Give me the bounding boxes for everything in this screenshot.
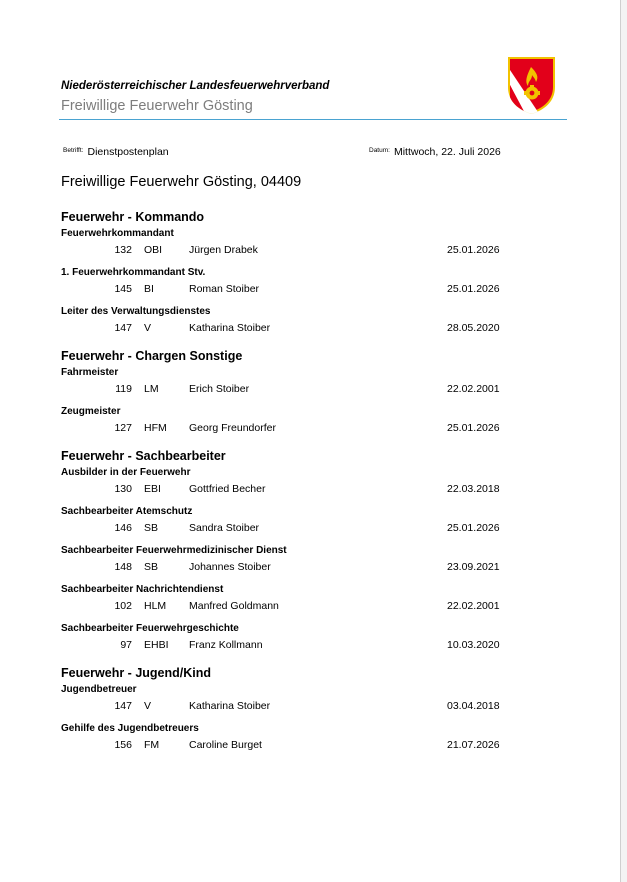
appointment-date: 25.01.2026 xyxy=(447,283,500,295)
person-row xyxy=(0,636,620,654)
section-title: Feuerwehr - Chargen Sonstige xyxy=(61,349,243,363)
appointment-date: 22.02.2001 xyxy=(447,383,500,395)
member-name: Caroline Burget xyxy=(189,739,262,751)
role-title: 1. Feuerwehrkommandant Stv. xyxy=(61,267,206,278)
role xyxy=(0,265,620,298)
appointment-date: 22.03.2018 xyxy=(447,483,500,495)
member-name: Sandra Stoiber xyxy=(189,522,260,534)
date-label: Datum: xyxy=(369,147,390,154)
member-rank: EHBI xyxy=(144,639,169,651)
member-rank: SB xyxy=(144,522,159,534)
role-title: Fahrmeister xyxy=(61,367,119,378)
member-number: 148 xyxy=(114,561,132,573)
person-row xyxy=(0,597,620,615)
appointment-date: 10.03.2020 xyxy=(447,639,500,651)
person-row xyxy=(0,319,620,337)
member-name: Manfred Goldmann xyxy=(189,600,279,612)
member-number: 146 xyxy=(114,522,132,534)
appointment-date: 25.01.2026 xyxy=(447,422,500,434)
member-rank: HLM xyxy=(144,600,167,612)
section xyxy=(0,447,620,654)
member-number: 102 xyxy=(114,600,132,612)
member-number: 130 xyxy=(114,483,132,495)
role xyxy=(0,543,620,576)
role xyxy=(0,582,620,615)
member-rank: V xyxy=(144,322,152,334)
member-rank: SB xyxy=(144,561,159,573)
member-name: Erich Stoiber xyxy=(189,383,250,395)
role xyxy=(0,365,620,398)
person-row xyxy=(0,558,620,576)
member-rank: FM xyxy=(144,739,160,751)
role xyxy=(0,621,620,654)
role-title: Sachbearbeiter Nachrichtendienst xyxy=(61,584,224,595)
member-rank: OBI xyxy=(144,244,163,256)
document-title: Freiwillige Feuerwehr Gösting, 04409 xyxy=(61,174,302,190)
role-title: Leiter des Verwaltungsdienstes xyxy=(61,306,211,317)
member-number: 97 xyxy=(120,639,132,651)
person-row xyxy=(0,519,620,537)
person-row xyxy=(0,241,620,259)
subject-field xyxy=(63,146,169,158)
role-title: Sachbearbeiter Feuerwehrgeschichte xyxy=(61,623,239,634)
role xyxy=(0,226,620,259)
person-row xyxy=(0,280,620,298)
appointment-date: 25.01.2026 xyxy=(447,244,500,256)
page-shadow xyxy=(621,0,627,882)
member-name: Franz Kollmann xyxy=(189,639,263,651)
organization-name: Niederösterreichischer Landesfeuerwehrverband xyxy=(61,80,330,92)
role-title: Sachbearbeiter Feuerwehrmedizinischer Dienst xyxy=(61,545,287,556)
fire-brigade-name: Freiwillige Feuerwehr Gösting xyxy=(61,98,253,114)
member-name: Katharina Stoiber xyxy=(189,322,271,334)
role xyxy=(0,465,620,498)
subject-label: Betrifft: xyxy=(63,147,84,154)
role-title: Zeugmeister xyxy=(61,406,121,417)
member-rank: BI xyxy=(144,283,154,295)
role-title: Gehilfe des Jugendbetreuers xyxy=(61,723,199,734)
fire-brigade-logo xyxy=(506,55,557,115)
subject-value: Dienstpostenplan xyxy=(87,146,169,158)
member-number: 156 xyxy=(114,739,132,751)
role-title: Feuerwehrkommandant xyxy=(61,228,174,239)
person-row xyxy=(0,480,620,498)
appointment-date: 21.07.2026 xyxy=(447,739,500,751)
role xyxy=(0,504,620,537)
section-title: Feuerwehr - Jugend/Kind xyxy=(61,666,212,680)
role-title: Jugendbetreuer xyxy=(61,684,137,695)
appointment-date: 22.02.2001 xyxy=(447,600,500,612)
appointment-date: 23.09.2021 xyxy=(447,561,500,573)
section-title: Feuerwehr - Sachbearbeiter xyxy=(61,449,226,463)
member-name: Gottfried Becher xyxy=(189,483,266,495)
member-rank: LM xyxy=(144,383,159,395)
duty-roster xyxy=(0,208,620,764)
header-rule xyxy=(59,119,567,120)
member-number: 145 xyxy=(114,283,132,295)
role xyxy=(0,682,620,715)
member-rank: HFM xyxy=(144,422,167,434)
person-row xyxy=(0,736,620,754)
member-number: 119 xyxy=(115,383,132,395)
role xyxy=(0,721,620,754)
appointment-date: 03.04.2018 xyxy=(447,700,500,712)
date-value: Mittwoch, 22. Juli 2026 xyxy=(393,146,501,158)
member-number: 147 xyxy=(114,322,132,334)
member-number: 132 xyxy=(114,244,132,256)
person-row xyxy=(0,697,620,715)
member-rank: EBI xyxy=(144,483,161,495)
role xyxy=(0,404,620,437)
section xyxy=(0,664,620,754)
member-name: Jürgen Drabek xyxy=(189,244,258,256)
member-rank: V xyxy=(144,700,152,712)
date-field xyxy=(369,146,501,158)
member-name: Roman Stoiber xyxy=(189,283,260,295)
section xyxy=(0,208,620,337)
person-row xyxy=(0,419,620,437)
appointment-date: 25.01.2026 xyxy=(447,522,500,534)
role xyxy=(0,304,620,337)
role-title: Ausbilder in der Feuerwehr xyxy=(61,467,191,478)
section xyxy=(0,347,620,437)
member-number: 147 xyxy=(114,700,132,712)
appointment-date: 28.05.2020 xyxy=(447,322,500,334)
member-number: 127 xyxy=(114,422,132,434)
member-name: Johannes Stoiber xyxy=(189,561,271,573)
person-row xyxy=(0,380,620,398)
member-name: Georg Freundorfer xyxy=(189,422,276,434)
role-title: Sachbearbeiter Atemschutz xyxy=(61,506,193,517)
member-name: Katharina Stoiber xyxy=(189,700,271,712)
section-title: Feuerwehr - Kommando xyxy=(61,210,205,224)
